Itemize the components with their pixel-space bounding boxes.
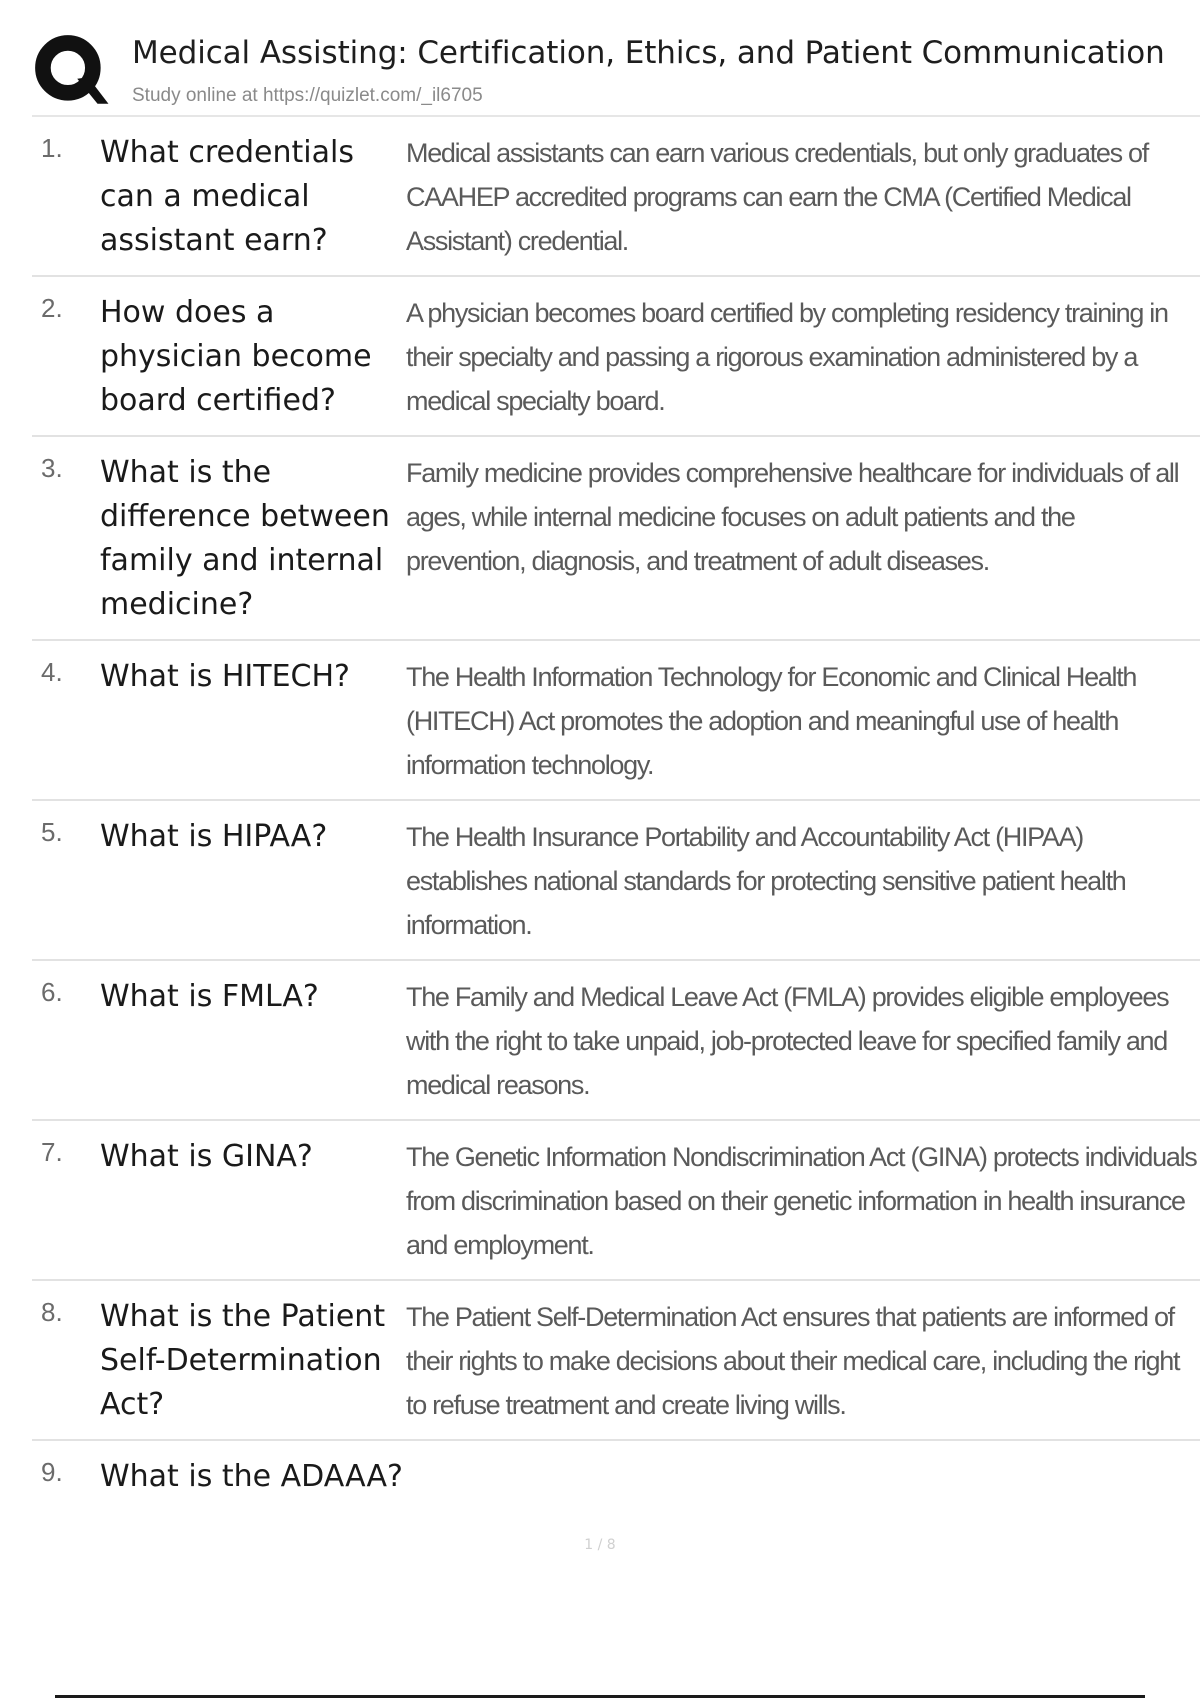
flashcard-list [32,117,1200,1511]
card-definition: Medical assistants can earn various credentials, but only graduates of CAAHEP accredited programs can earn the CMA (Certified Medical Assistant) credential. [406,138,1148,256]
flashcard [32,1281,1200,1441]
card-number: 3. [41,453,63,483]
card-number: 6. [41,977,63,1007]
card-definition: The Health Information Technology for Economic and Clinical Health (HITECH) Act promotes the adoption and meaningful use of health information technology. [406,662,1137,780]
card-definition: The Patient Self-Determination Act ensures that patients are informed of their rights to make decisions about their medical care, including the right to refuse treatment and create living wills. [406,1302,1180,1420]
card-term: What is HITECH? [100,659,350,694]
card-definition: Family medicine provides comprehensive healthcare for individuals of all ages, while internal medicine focuses on adult patients and the prevention, diagnosis, and treatment of adult diseases. [406,458,1179,576]
page-title: Medical Assisting: Certification, Ethics, and Patient Communication [132,35,1165,71]
page-number: 1 / 8 [584,1537,616,1553]
flashcard [32,277,1200,437]
footer-divider [55,1695,1145,1698]
card-number: 2. [41,293,63,323]
card-number: 5. [41,817,63,847]
card-term: What credentials can a medical assistant earn? [100,135,354,258]
quizlet-logo-icon [32,32,110,110]
card-definition: The Health Insurance Portability and Accountability Act (HIPAA) establishes national standards for protecting sensitive patient health information. [406,822,1126,940]
card-number: 1. [41,133,63,163]
card-number: 9. [41,1457,63,1487]
flashcard [32,437,1200,641]
card-term: What is the difference between family and internal medicine? [100,455,390,622]
card-term: What is HIPAA? [100,819,328,854]
card-term: What is FMLA? [100,979,319,1014]
flashcard [32,961,1200,1121]
card-definition: The Genetic Information Nondiscrimination Act (GINA) protects individuals from discrimination based on their genetic information in health insurance and employment. [406,1142,1197,1260]
card-number: 4. [41,657,63,687]
card-definition: The Family and Medical Leave Act (FMLA) provides eligible employees with the right to take unpaid, job-protected leave for specified family and medical reasons. [406,982,1169,1100]
card-term: What is the Patient Self-Determination Act? [100,1299,386,1422]
flashcard [32,117,1200,277]
page-header [32,30,1200,110]
card-term: How does a physician become board certified? [100,295,372,418]
flashcard [32,801,1200,961]
flashcard [32,1121,1200,1281]
card-definition: A physician becomes board certified by completing residency training in their specialty and passing a rigorous examination administered by a medical specialty board. [406,298,1168,416]
flashcard [32,641,1200,801]
card-number: 7. [41,1137,63,1167]
card-number: 8. [41,1297,63,1327]
study-link[interactable]: Study online at https://quizlet.com/_il6705 [132,85,483,106]
flashcard [32,1441,1200,1511]
card-term: What is GINA? [100,1139,313,1174]
card-term: What is the ADAAA? [100,1459,403,1494]
